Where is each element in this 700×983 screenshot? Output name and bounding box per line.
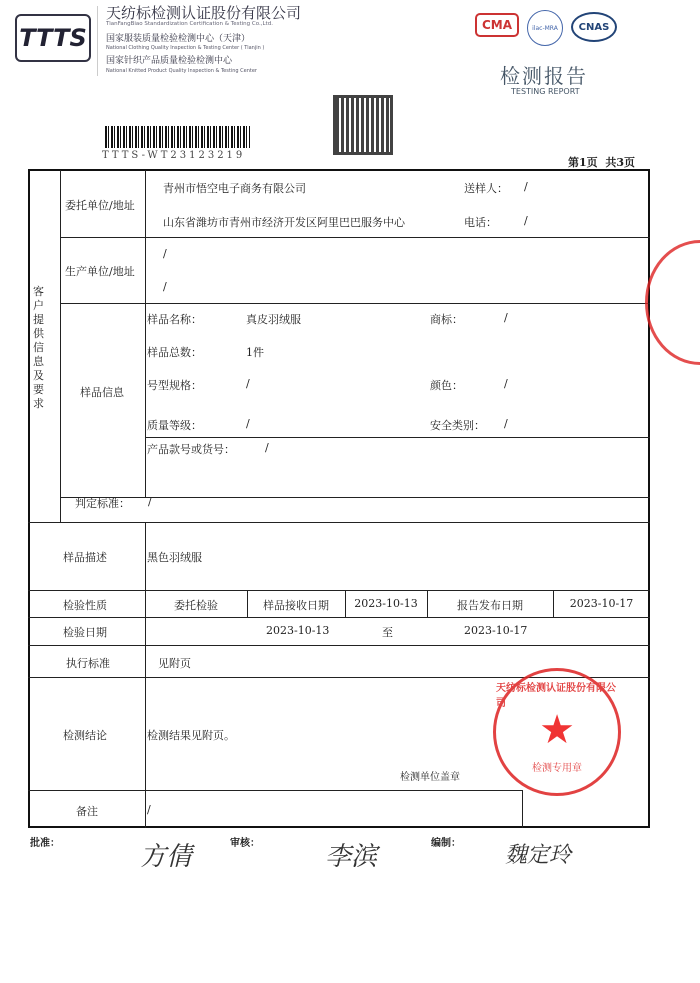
approver-signature: 方倩 bbox=[140, 842, 193, 872]
receive-label: 样品接收日期 bbox=[263, 599, 329, 612]
reviewer-signature: 李滨 bbox=[325, 842, 378, 872]
grade-value: / bbox=[246, 417, 250, 430]
client-address: 山东省潍坊市青州市经济开发区阿里巴巴服务中心 bbox=[163, 216, 405, 229]
test-date-from: 2023-10-13 bbox=[266, 624, 330, 637]
safety-value: / bbox=[504, 417, 508, 430]
standard-label: 执行标准 bbox=[66, 657, 110, 670]
page-info: 第1页 共3页 bbox=[568, 156, 635, 169]
center1-en: National Clothing Quality Inspection & Testing Center ( Tianjin ) bbox=[106, 45, 265, 51]
nature-label: 检验性质 bbox=[63, 599, 107, 612]
issue-date: 2023-10-17 bbox=[569, 597, 634, 610]
criteria-label: 判定标准： bbox=[75, 497, 130, 510]
review-label: 审核： bbox=[230, 838, 260, 849]
company-name-en: TianFangBiao Standardization Certification & Testing Co.,Ltd. bbox=[106, 21, 273, 27]
color-value: / bbox=[504, 377, 508, 390]
remark-label: 备注 bbox=[76, 805, 98, 818]
ilac-mra-logo: ilac-MRA bbox=[527, 10, 563, 46]
remark-value: / bbox=[147, 803, 151, 816]
client-label: 委托单位/地址 bbox=[65, 199, 135, 212]
sender-value: / bbox=[524, 180, 528, 193]
phone-label: 电话： bbox=[464, 216, 497, 229]
sample-name: 真皮羽绒服 bbox=[246, 313, 301, 326]
qr-code bbox=[333, 95, 393, 155]
brand-value: / bbox=[504, 311, 508, 324]
model-label: 号型规格： bbox=[147, 379, 202, 392]
safety-label: 安全类别： bbox=[430, 419, 485, 432]
sender-label: 送样人： bbox=[464, 182, 508, 195]
phone-value: / bbox=[524, 214, 528, 227]
model-value: / bbox=[246, 377, 250, 390]
report-title-cn: 检测报告 bbox=[500, 64, 588, 88]
barcode bbox=[105, 126, 250, 148]
approve-label: 批准： bbox=[30, 838, 60, 849]
receive-date: 2023-10-13 bbox=[354, 597, 418, 610]
sample-count-label: 样品总数： bbox=[147, 346, 202, 359]
seal-text: 天纺标检测认证股份有限公司 bbox=[496, 683, 616, 709]
style-no-value: / bbox=[265, 441, 269, 454]
report-title-en: TESTING REPORT bbox=[511, 87, 580, 96]
seal-note: 检测单位盖章 bbox=[400, 772, 460, 783]
color-label: 颜色： bbox=[430, 379, 463, 392]
seal-subtext: 检测专用章 bbox=[532, 763, 582, 774]
producer-label: 生产单位/地址 bbox=[65, 265, 135, 278]
star-icon: ★ bbox=[539, 707, 575, 753]
to-label: 至 bbox=[382, 626, 393, 639]
center1-cn: 国家服装质量检验检测中心（天津） bbox=[106, 34, 251, 44]
center2-en: National Knitted Product Quality Inspection & Testing Center bbox=[106, 68, 257, 74]
conclusion-label: 检测结论 bbox=[63, 729, 107, 742]
partial-seal bbox=[645, 240, 700, 365]
conclusion-value: 检测结果见附页。 bbox=[147, 729, 235, 742]
ttts-logo: TTTS bbox=[15, 14, 91, 62]
producer-name: / bbox=[163, 247, 167, 260]
client-name: 青州市悟空电子商务有限公司 bbox=[163, 182, 306, 195]
test-date-label: 检验日期 bbox=[63, 626, 107, 639]
producer-address: / bbox=[163, 280, 167, 293]
sample-name-label: 样品名称： bbox=[147, 313, 202, 326]
desc-value: 黑色羽绒服 bbox=[147, 551, 202, 564]
compiler-signature: 魏定玲 bbox=[505, 843, 572, 868]
sample-count: 1件 bbox=[246, 346, 264, 359]
grade-label: 质量等级： bbox=[147, 419, 202, 432]
cma-logo: CMA bbox=[475, 13, 519, 37]
sample-info-label: 样品信息 bbox=[80, 386, 124, 399]
desc-label: 样品描述 bbox=[63, 551, 107, 564]
barcode-number: TTTS-WT23123219 bbox=[102, 150, 246, 161]
test-date-to: 2023-10-17 bbox=[464, 624, 528, 637]
nature-value: 委托检验 bbox=[174, 599, 218, 612]
issue-label: 报告发布日期 bbox=[457, 599, 523, 612]
company-name-cn: 天纺标检测认证股份有限公司 bbox=[106, 4, 302, 22]
style-no-label: 产品款号或货号： bbox=[147, 443, 235, 456]
cnas-logo: CNAS bbox=[571, 12, 617, 42]
standard-value: 见附页 bbox=[158, 657, 191, 670]
criteria-value: / bbox=[148, 495, 152, 508]
compile-label: 编制： bbox=[431, 838, 461, 849]
brand-label: 商标： bbox=[430, 313, 463, 326]
center2-cn: 国家针织产品质量检验检测中心 bbox=[106, 56, 233, 66]
customer-info-label: 客户提供信息及要求 bbox=[33, 285, 44, 410]
company-seal bbox=[493, 668, 621, 796]
